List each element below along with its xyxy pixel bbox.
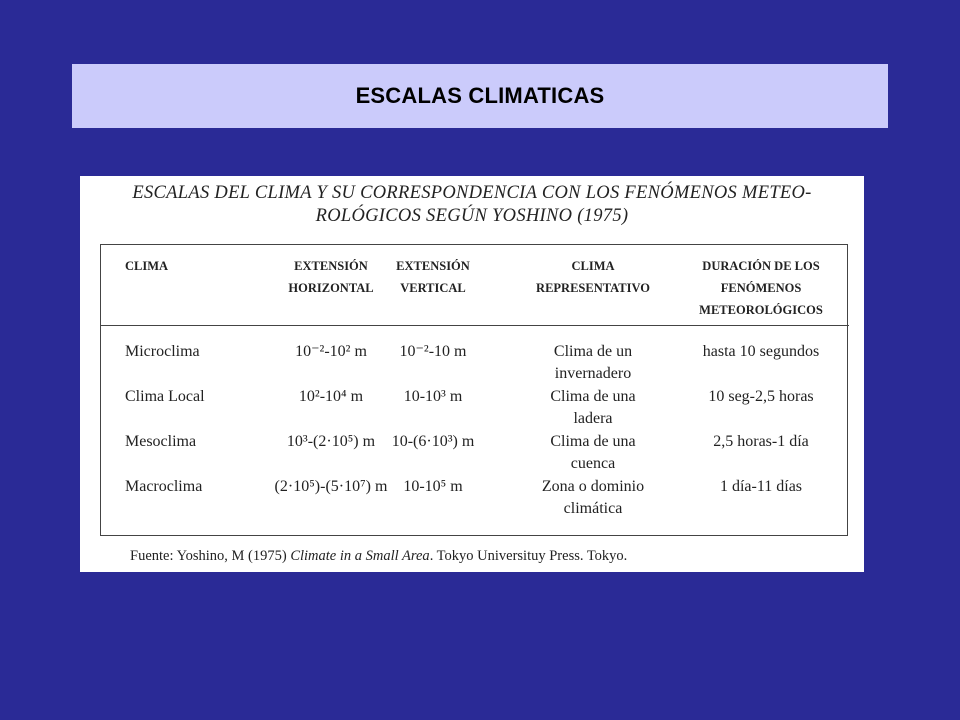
cell-vertical: 10-10³ m [403,388,463,405]
figure-heading-line-1: ESCALAS DEL CLIMA Y SU CORRESPONDENCIA CON LOS FENÓMENOS METEO- [132,183,812,203]
cell-duracion: hasta 10 segundos [702,343,820,360]
cell-vertical: 10⁻²-10 m [399,343,467,360]
cell-clima: Macroclima [125,478,203,495]
figure-heading-line-2: ROLÓGICOS SEGÚN YOSHINO (1975) [315,206,629,226]
cell-duracion: 10 seg-2,5 horas [708,388,814,405]
cell-vertical: 10-(6·10³) m [391,433,475,450]
source-citation [130,548,627,565]
source-suffix: . Tokyo Universituy Press. Tokyo. [429,548,628,564]
cell-duracion: 2,5 horas-1 día [713,433,809,450]
cell-representativo: Clima de una ladera [550,388,636,427]
column-header-vertical: EXTENSIÓN VERTICAL [396,259,470,295]
source-prefix: Fuente: Yoshino, M (1975) [130,548,291,564]
column-header-horizontal: EXTENSIÓN HORIZONTAL [288,259,374,295]
cell-horizontal: (2·10⁵)-(5·10⁷) m [274,478,388,495]
title-banner [72,64,888,128]
figure-heading [80,182,864,228]
cell-horizontal: 10³-(2·10⁵) m [286,433,376,450]
cell-vertical: 10-10⁵ m [403,478,463,495]
cell-duracion: 1 día-11 días [719,478,803,495]
cell-clima: Microclima [125,343,200,360]
header-divider [101,325,849,326]
cell-representativo: Clima de un invernadero [553,343,633,382]
cell-representativo: Clima de una cuenca [550,433,636,472]
source-book-title: Climate in a Small Area [290,548,430,564]
cell-horizontal: 10⁻²-10² m [295,343,367,360]
cell-horizontal: 10²-10⁴ m [298,388,364,405]
climate-scales-table [100,244,848,536]
cell-clima: Clima Local [125,388,205,405]
cell-representativo: Zona o dominio climática [541,478,645,517]
scanned-table-figure [80,176,864,572]
column-header-duracion: DURACIÓN DE LOS FENÓMENOS METEOROLÓGICOS [699,259,823,317]
column-header-clima: CLIMA [125,259,169,273]
column-header-representativo: CLIMA REPRESENTATIVO [536,259,650,295]
cell-clima: Mesoclima [125,433,197,450]
slide-title: ESCALAS CLIMATICAS [355,83,605,108]
